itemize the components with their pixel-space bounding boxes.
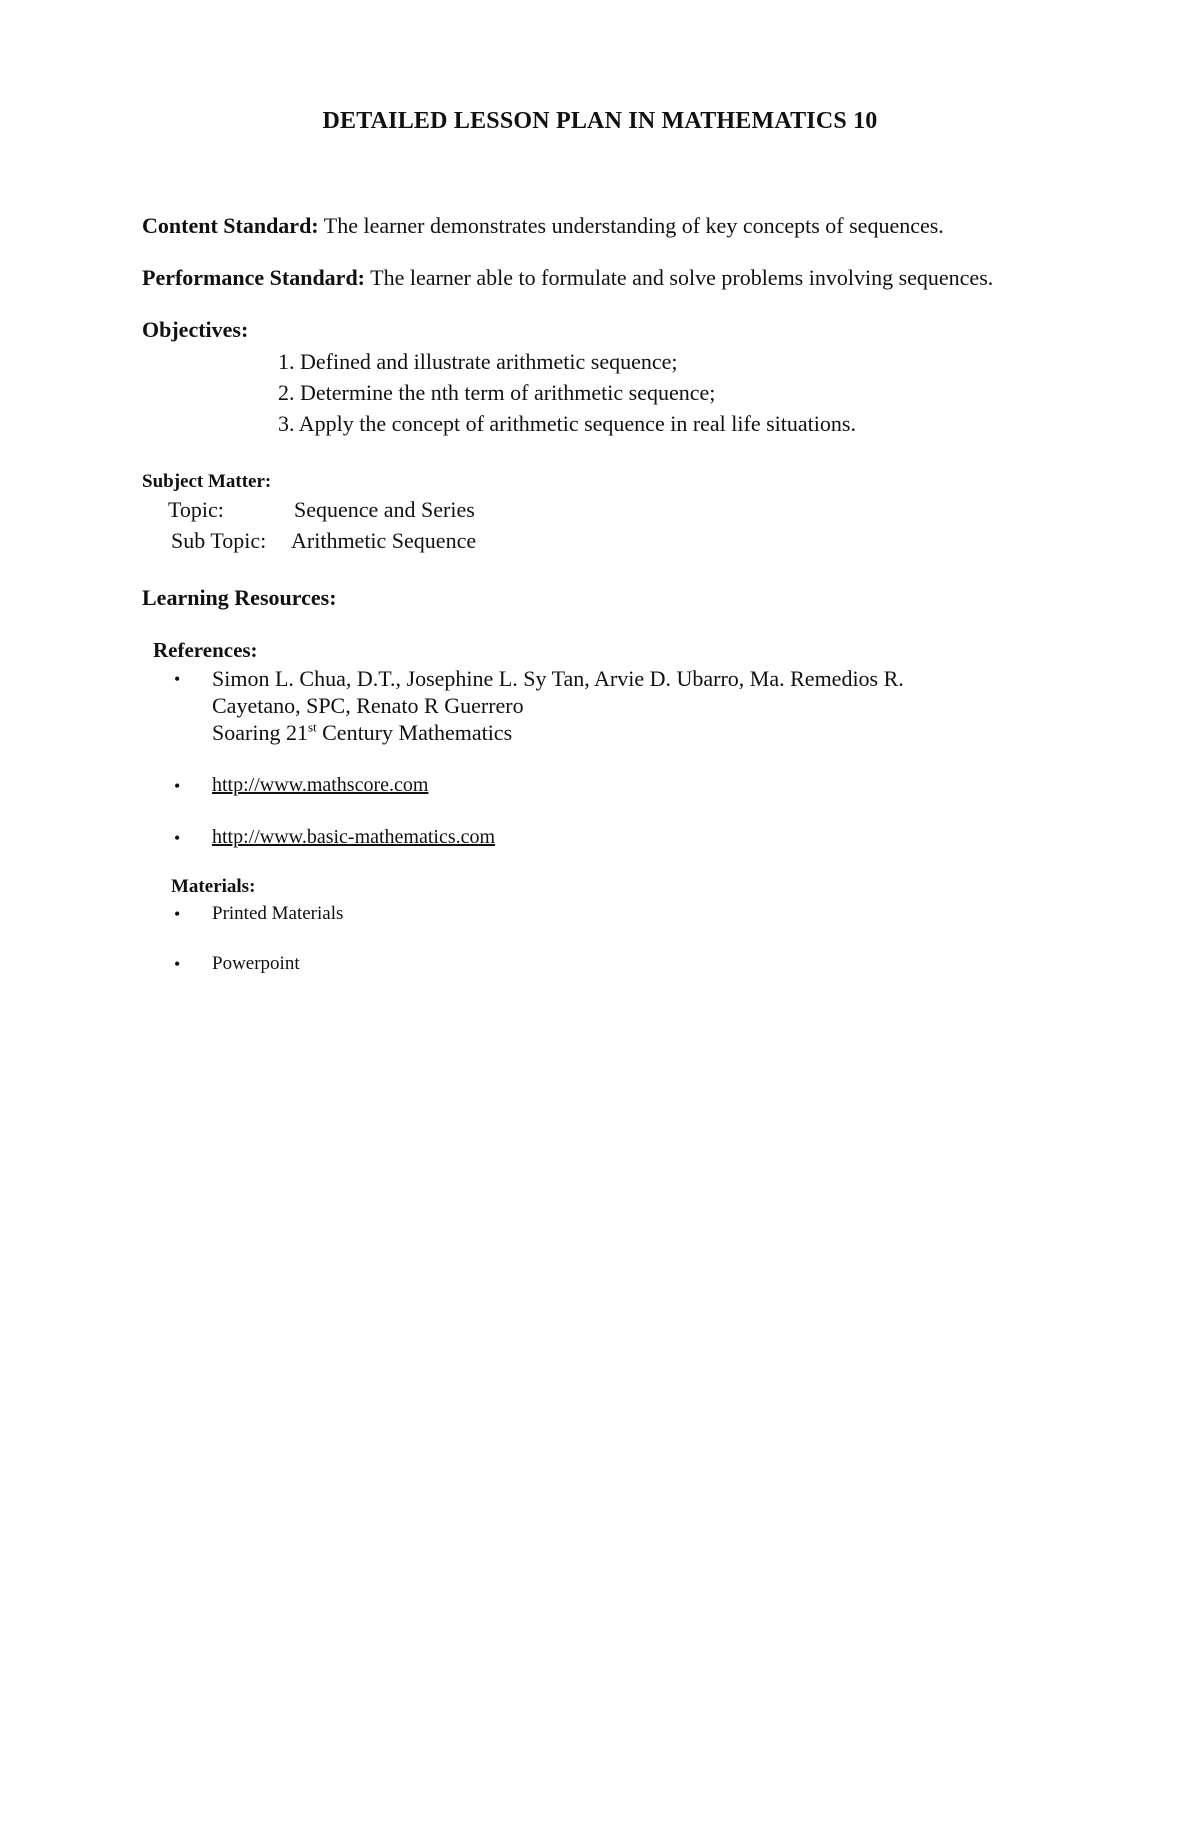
topic-key: Topic:: [168, 497, 224, 522]
material-item-powerpoint: Powerpoint: [212, 953, 300, 974]
reference-book-title-post: Century Mathematics: [316, 720, 513, 745]
objective-item: [278, 408, 856, 439]
objective-item: [278, 377, 856, 408]
performance-standard-text: The learner able to formulate and solve problems involving sequences.: [370, 265, 994, 290]
reference-book-title-pre: Soaring 21: [212, 720, 308, 745]
objectives-list: [278, 346, 856, 439]
bullet-icon: •: [174, 904, 181, 924]
reference-book-title-sup: st: [307, 719, 317, 735]
page-title: DETAILED LESSON PLAN IN MATHEMATICS 10: [322, 108, 878, 134]
subject-matter-heading: Subject Matter:: [142, 471, 272, 492]
content-standard: [142, 212, 944, 240]
material-item-printed: Printed Materials: [212, 903, 344, 924]
content-standard-text: The learner demonstrates understanding of key concepts of sequences.: [323, 213, 944, 238]
bullet-icon: •: [174, 828, 181, 848]
reference-link-basic-mathematics[interactable]: http://www.basic-mathematics.com: [212, 826, 496, 848]
topic-value: Sequence and Series: [294, 497, 475, 522]
objective-item: [278, 346, 856, 377]
content-standard-label: Content Standard:: [142, 213, 319, 238]
performance-standard: [142, 264, 993, 292]
reference-book-line3: [212, 719, 512, 746]
bullet-icon: •: [174, 954, 181, 974]
references-heading: References:: [153, 638, 258, 662]
reference-book-line2: Cayetano, SPC, Renato R Guerrero: [212, 693, 524, 718]
subtopic-value: Arithmetic Sequence: [291, 528, 477, 553]
objectives-heading: Objectives:: [142, 317, 249, 342]
reference-link-mathscore[interactable]: http://www.mathscore.com: [212, 774, 429, 796]
bullet-icon: •: [174, 776, 181, 796]
objective-number: 2.: [278, 380, 295, 405]
subtopic-key: Sub Topic:: [171, 528, 267, 553]
subtopic-row: [171, 527, 477, 555]
learning-resources-heading: Learning Resources:: [142, 585, 337, 610]
objective-number: 3.: [278, 411, 295, 436]
topic-row: [168, 496, 475, 524]
reference-book-line1: Simon L. Chua, D.T., Josephine L. Sy Tan, Arvie D. Ubarro, Ma. Remedios R.: [212, 666, 904, 691]
objective-text: Apply the concept of arithmetic sequence in real life situations.: [298, 411, 856, 436]
objective-text: Defined and illustrate arithmetic sequence;: [300, 349, 678, 374]
objective-number: 1.: [278, 349, 295, 374]
objective-text: Determine the nth term of arithmetic sequence;: [300, 380, 716, 405]
performance-standard-label: Performance Standard:: [142, 265, 366, 290]
bullet-icon: •: [174, 669, 181, 689]
materials-heading: Materials:: [171, 876, 256, 897]
